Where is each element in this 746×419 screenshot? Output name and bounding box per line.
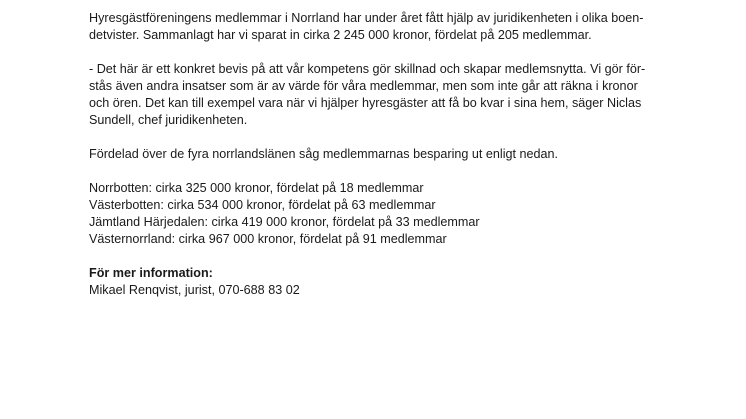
- region-list: [89, 180, 669, 248]
- distribution-intro-paragraph: [89, 146, 669, 163]
- press-release-body: [89, 10, 669, 316]
- quote-line: stås även andra insatser som är av värde för våra medlemmar, men som inte går att räkna i kronor: [89, 79, 638, 93]
- region-item-norrbotten: Norrbotten: cirka 325 000 kronor, fördelat på 18 medlemmar: [89, 181, 424, 195]
- region-item-jamtland-harjedalen: Jämtland Härjedalen: cirka 419 000 kronor, fördelat på 33 medlemmar: [89, 215, 480, 229]
- contact-section: [89, 265, 669, 299]
- contact-details: Mikael Renqvist, jurist, 070-688 83 02: [89, 283, 300, 297]
- intro-line: detvister. Sammanlagt har vi sparat in cirka 2 245 000 kronor, fördelat på 205 medlemmar.: [89, 28, 592, 42]
- distribution-intro-text: Fördelad över de fyra norrlandslänen såg medlemmarnas besparing ut enligt nedan.: [89, 147, 559, 161]
- quote-line: Sundell, chef juridikenheten.: [89, 113, 248, 127]
- quote-line: och ören. Det kan till exempel vara när vi hjälper hyresgäster att få bo kvar i sina hem, säger Niclas: [89, 96, 642, 110]
- contact-heading: För mer information:: [89, 266, 213, 280]
- region-item-vasternorrland: Västernorrland: cirka 967 000 kronor, fördelat på 91 medlemmar: [89, 232, 447, 246]
- intro-line: Hyresgästföreningens medlemmar i Norrland har under året fått hjälp av juridikenheten i olika boen-: [89, 11, 644, 25]
- quote-paragraph: [89, 61, 669, 129]
- region-item-vasterbotten: Västerbotten: cirka 534 000 kronor, fördelat på 63 medlemmar: [89, 198, 436, 212]
- intro-paragraph: [89, 10, 669, 44]
- quote-line: - Det här är ett konkret bevis på att vår kompetens gör skillnad och skapar medlemsnytta. Vi gör för-: [89, 62, 646, 76]
